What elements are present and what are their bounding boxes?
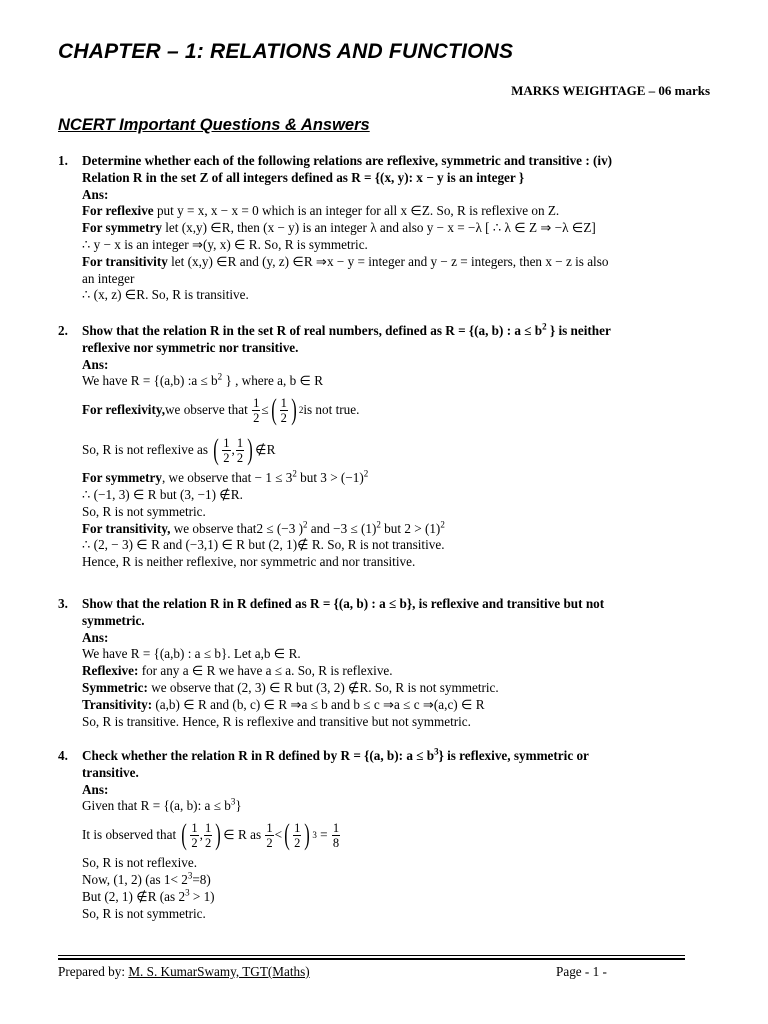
answer-line: For symmetry, we observe that − $1 \le 3^2$ but $3 > (-1)^2$ — [82, 468, 369, 486]
answer-line: For transitivity, we observe that2 ≤ (−3 )$^2$ and $-3 \le (1)^2$ but $2 > (1)^2$ — [82, 519, 445, 536]
answer-line: For reflexivity, we observe that $\frac{1}{2}$ ≤ ( $\frac{1}{2}$ ) 2 is not true. — [82, 393, 360, 427]
answer-line: For symmetry let (x,y) ∈R, then (x − y) is an integer λ and also y − x = −λ [ ∴ λ ∈ Z ⇒ −λ ∈Z] — [82, 220, 596, 236]
fraction: $\frac{1}{2}$ — [253, 395, 260, 425]
question-4 — [58, 748, 718, 922]
answer-line: an integer — [82, 270, 135, 286]
question-1 — [58, 153, 718, 304]
answer-label: Ans: — [82, 356, 109, 372]
answer-line: ∴ y − x is an integer ⇒(y, x) ∈ R. So, R is symmetric. — [82, 236, 368, 252]
question-text: Relation R in the set Z of all integers defined as R = {(x, y): x − y is an integer } — [82, 169, 525, 185]
answer-line: Hence, R is neither reflexive, nor symmetric and nor transitive. — [82, 554, 416, 570]
answer-label: Ans: — [82, 781, 109, 797]
page-number: Page - 1 - — [556, 964, 607, 979]
question-number: 3. — [58, 596, 68, 611]
author-name: M. S. KumarSwamy, TGT(Maths) — [128, 964, 310, 979]
answer-line: So, R is not symmetric. — [82, 503, 206, 519]
question-number: 4. — [58, 748, 68, 763]
answer-line: ∴ (2, − 3) ∈ R and (−3,1) ∈ R but (2, 1)∉ R. So, R is not transitive. — [82, 537, 445, 553]
question-text: reflexive nor symmetric nor transitive. — [82, 339, 299, 355]
answer-line: So, R is not symmetric. — [82, 905, 206, 921]
fraction: $\frac{1}{8}$ — [332, 820, 340, 850]
fraction: $\frac{1}{2}$ — [204, 820, 212, 850]
question-2 — [58, 323, 718, 571]
answer-line: It is observed that ( $\frac{1}{2}$ , $\frac{1}{2}$ ) ∈ R as $\frac{1}{2}$ < ( $\frac{1}{2}$ ) 3 = $\frac{1}{8}$ — [82, 818, 340, 852]
answer-line: Now, (1, 2) (as $1< 2^3=8$) — [82, 870, 211, 887]
answer-line: But (2, 1) ∉R (as $2^3 > 1$) — [82, 887, 215, 904]
answer-line: Symmetric: we observe that (2, 3) ∈ R but (3, 2) ∉R. So, R is not symmetric. — [82, 679, 499, 695]
fraction: $\frac{1}{2}$ — [223, 435, 230, 465]
answer-line: For reflexive put y = x, x − x = 0 which is an integer for all x ∈Z. So, R is reflexive on Z. — [82, 203, 560, 219]
fraction: $\frac{1}{2}$ — [280, 395, 287, 425]
footer-credit: Prepared by: M. S. KumarSwamy, TGT(Maths) — [58, 964, 310, 979]
question-3 — [58, 596, 718, 730]
question-text: symmetric. — [82, 612, 145, 628]
question-text: Show that the relation R in R defined as R = {(a, b) : a ≤ b}, is reflexive and transitive but not — [82, 596, 605, 611]
question-number: 1. — [58, 153, 68, 168]
answer-line: Given that R = {(a, b): $a \le b^3$} — [82, 797, 242, 814]
section-title: NCERT Important Questions & Answers — [58, 116, 370, 134]
answer-line: For transitivity let (x,y) ∈R and (y, z) ∈R ⇒x − y = integer and y − z = integers, then x − z is also — [82, 253, 609, 269]
question-text: Check whether the relation R in R defined by R = {(a, b): $a \le b^3$} is reflexive, symmetric or — [82, 746, 589, 763]
answer-line: Reflexive: for any a ∈ R we have a ≤ a. So, R is reflexive. — [82, 663, 393, 679]
answer-line: ∴ (−1, 3) ∈ R but (3, −1) ∉R. — [82, 486, 243, 502]
footer-divider — [58, 955, 685, 956]
fraction: $\frac{1}{2}$ — [294, 820, 301, 850]
answer-line: So, R is not reflexive. — [82, 855, 198, 871]
question-number: 2. — [58, 323, 68, 338]
chapter-title: CHAPTER – 1: RELATIONS AND FUNCTIONS — [58, 40, 514, 63]
answer-line: So, R is not reflexive as ( $\frac{1}{2}$ , $\frac{1}{2}$ ) ∉R — [82, 433, 276, 467]
answer-line: We have R = {(a,b) :a ≤ $b^2$ } , where a, b ∈ R — [82, 372, 324, 389]
answer-line: Transitivity: (a,b) ∈ R and (b, c) ∈ R ⇒a ≤ b and b ≤ c ⇒a ≤ c ⇒(a,c) ∈ R — [82, 696, 485, 712]
footer-divider — [58, 958, 685, 960]
marks-weightage: MARKS WEIGHTAGE – 06 marks — [511, 83, 710, 98]
question-text: Show that the relation R in the set R of real numbers, defined as R = {(a, b) : $a \le b^2$ } is neither — [82, 321, 611, 338]
answer-line: ∴ (x, z) ∈R. So, R is transitive. — [82, 287, 249, 303]
answer-line: We have R = {(a,b) : a ≤ b}. Let a,b ∈ R. — [82, 646, 301, 662]
answer-line: So, R is transitive. Hence, R is reflexive and transitive but not symmetric. — [82, 713, 471, 729]
fraction: $\frac{1}{2}$ — [191, 820, 198, 850]
fraction: $\frac{1}{2}$ — [266, 820, 273, 850]
answer-label: Ans: — [82, 186, 109, 202]
fraction: $\frac{1}{2}$ — [236, 435, 244, 465]
answer-label: Ans: — [82, 629, 109, 645]
question-text: transitive. — [82, 764, 139, 780]
question-text: Determine whether each of the following relations are reflexive, symmetric and transitive : (iv) — [82, 153, 613, 168]
